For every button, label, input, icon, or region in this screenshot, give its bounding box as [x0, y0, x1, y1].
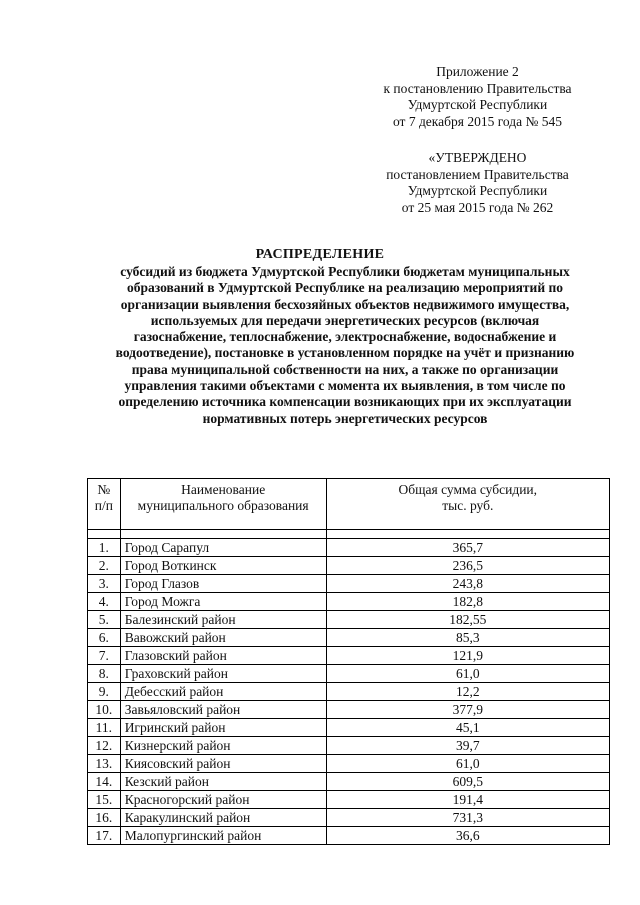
table-row: [88, 683, 610, 701]
table-row: [88, 791, 610, 809]
subtitle-line: субсидий из бюджета Удмуртской Республики бюджетам муниципальных: [120, 264, 570, 279]
table-row: [88, 701, 610, 719]
row-subsidy: 45,1: [326, 719, 609, 737]
document-title: РАСПРЕДЕЛЕНИЕ: [255, 247, 385, 262]
row-municipality: Игринский район: [120, 719, 326, 737]
row-number: 13.: [88, 755, 121, 773]
row-municipality: Кезский район: [120, 773, 326, 791]
row-municipality: Город Сарапул: [120, 539, 326, 557]
row-subsidy: 39,7: [326, 737, 609, 755]
table-row: [88, 629, 610, 647]
subtitle-line: определению источника компенсации возникающих при их эксплуатации: [118, 394, 572, 410]
row-number: 1.: [88, 539, 121, 557]
approval-line: постановлением Правительства: [386, 166, 569, 182]
table-row: [88, 827, 610, 845]
subtitle-line: используемых для передачи энергетических ресурсов (включая: [150, 312, 540, 328]
header-number-line: №: [97, 482, 111, 497]
row-municipality: Город Глазов: [120, 575, 326, 593]
row-municipality: Завьяловский район: [120, 701, 326, 719]
table-row: [88, 647, 610, 665]
row-subsidy: 731,3: [326, 809, 609, 827]
row-subsidy: 243,8: [326, 575, 609, 593]
table-row: [88, 755, 610, 773]
row-subsidy: 236,5: [326, 557, 609, 575]
row-subsidy: 365,7: [326, 539, 609, 557]
row-number: 2.: [88, 557, 121, 575]
header-total-subsidy: [326, 479, 609, 530]
table-row: [88, 575, 610, 593]
table-row: [88, 719, 610, 737]
row-municipality: Глазовский район: [120, 647, 326, 665]
subtitle-line: управления такими объектами с момента их выявления, в том числе по: [124, 378, 566, 394]
row-subsidy: 12,2: [326, 683, 609, 701]
row-municipality: Вавожский район: [120, 629, 326, 647]
appendix-line: к постановлению Правительства: [383, 80, 572, 96]
appendix-line: Удмуртской Республики: [407, 97, 548, 112]
row-municipality: Граховский район: [120, 665, 326, 683]
approval-stamp: [345, 150, 610, 216]
row-number: 10.: [88, 701, 121, 719]
appendix-header: [345, 64, 610, 130]
approval-line: «УТВЕРЖДЕНО: [428, 150, 527, 165]
row-subsidy: 377,9: [326, 701, 609, 719]
row-municipality: Красногорский район: [120, 791, 326, 809]
row-municipality: Кизнерский район: [120, 737, 326, 755]
row-number: 15.: [88, 791, 121, 809]
row-number: 14.: [88, 773, 121, 791]
table-row: [88, 593, 610, 611]
row-municipality: Малопургинский район: [120, 827, 326, 845]
row-subsidy: 182,8: [326, 593, 609, 611]
row-subsidy: 61,0: [326, 755, 609, 773]
header-total-line: тыс. руб.: [442, 498, 494, 513]
header-total-line: Общая сумма субсидии,: [398, 482, 538, 497]
row-municipality: Каракулинский район: [120, 809, 326, 827]
table-row: [88, 539, 610, 557]
document-subtitle: [75, 264, 615, 427]
row-number: 9.: [88, 683, 121, 701]
header-municipality-line: муниципального образования: [137, 498, 309, 513]
table-row: [88, 773, 610, 791]
header-municipality-line: Наименование: [181, 482, 266, 497]
subtitle-line: водоотведение), постановке в установленном порядке на учёт и признанию: [115, 345, 575, 361]
header-number: [88, 479, 121, 530]
table-spacer-row: [88, 530, 610, 539]
subtitle-line: права муниципальной собственности на них, а также по организации: [131, 361, 559, 377]
row-municipality: Киясовский район: [120, 755, 326, 773]
row-number: 4.: [88, 593, 121, 611]
row-number: 12.: [88, 737, 121, 755]
row-subsidy: 36,6: [326, 827, 609, 845]
row-municipality: Дебесский район: [120, 683, 326, 701]
row-subsidy: 609,5: [326, 773, 609, 791]
row-number: 7.: [88, 647, 121, 665]
row-municipality: Город Можга: [120, 593, 326, 611]
header-municipality: [120, 479, 326, 530]
subtitle-line: газоснабжение, теплоснабжение, электроснабжение, водоснабжение и: [133, 329, 557, 345]
row-municipality: Город Воткинск: [120, 557, 326, 575]
subtitle-line: образований в Удмуртской Республике на реализацию мероприятий по: [126, 280, 564, 296]
row-number: 17.: [88, 827, 121, 845]
table-row: [88, 809, 610, 827]
approval-line: от 25 мая 2015 года № 262: [401, 199, 554, 215]
table-row: [88, 557, 610, 575]
row-municipality: Балезинский район: [120, 611, 326, 629]
row-number: 3.: [88, 575, 121, 593]
appendix-line: Приложение 2: [436, 64, 519, 79]
approval-line: Удмуртской Республики: [407, 183, 548, 198]
row-number: 6.: [88, 629, 121, 647]
table-row: [88, 737, 610, 755]
table-header-row: [88, 479, 610, 530]
table-row: [88, 665, 610, 683]
row-subsidy: 182,55: [326, 611, 609, 629]
row-subsidy: 191,4: [326, 791, 609, 809]
table-row: [88, 611, 610, 629]
row-number: 8.: [88, 665, 121, 683]
appendix-line: от 7 декабря 2015 года № 545: [392, 113, 563, 129]
row-number: 16.: [88, 809, 121, 827]
header-number-line: п/п: [94, 498, 113, 513]
subtitle-line: организации выявления бесхозяйных объектов недвижимого имущества,: [120, 296, 570, 312]
row-number: 11.: [88, 719, 121, 737]
subtitle-line: нормативных потерь энергетических ресурсов: [202, 410, 488, 426]
subsidy-table: [87, 478, 610, 845]
row-subsidy: 121,9: [326, 647, 609, 665]
row-subsidy: 61,0: [326, 665, 609, 683]
row-number: 5.: [88, 611, 121, 629]
row-subsidy: 85,3: [326, 629, 609, 647]
